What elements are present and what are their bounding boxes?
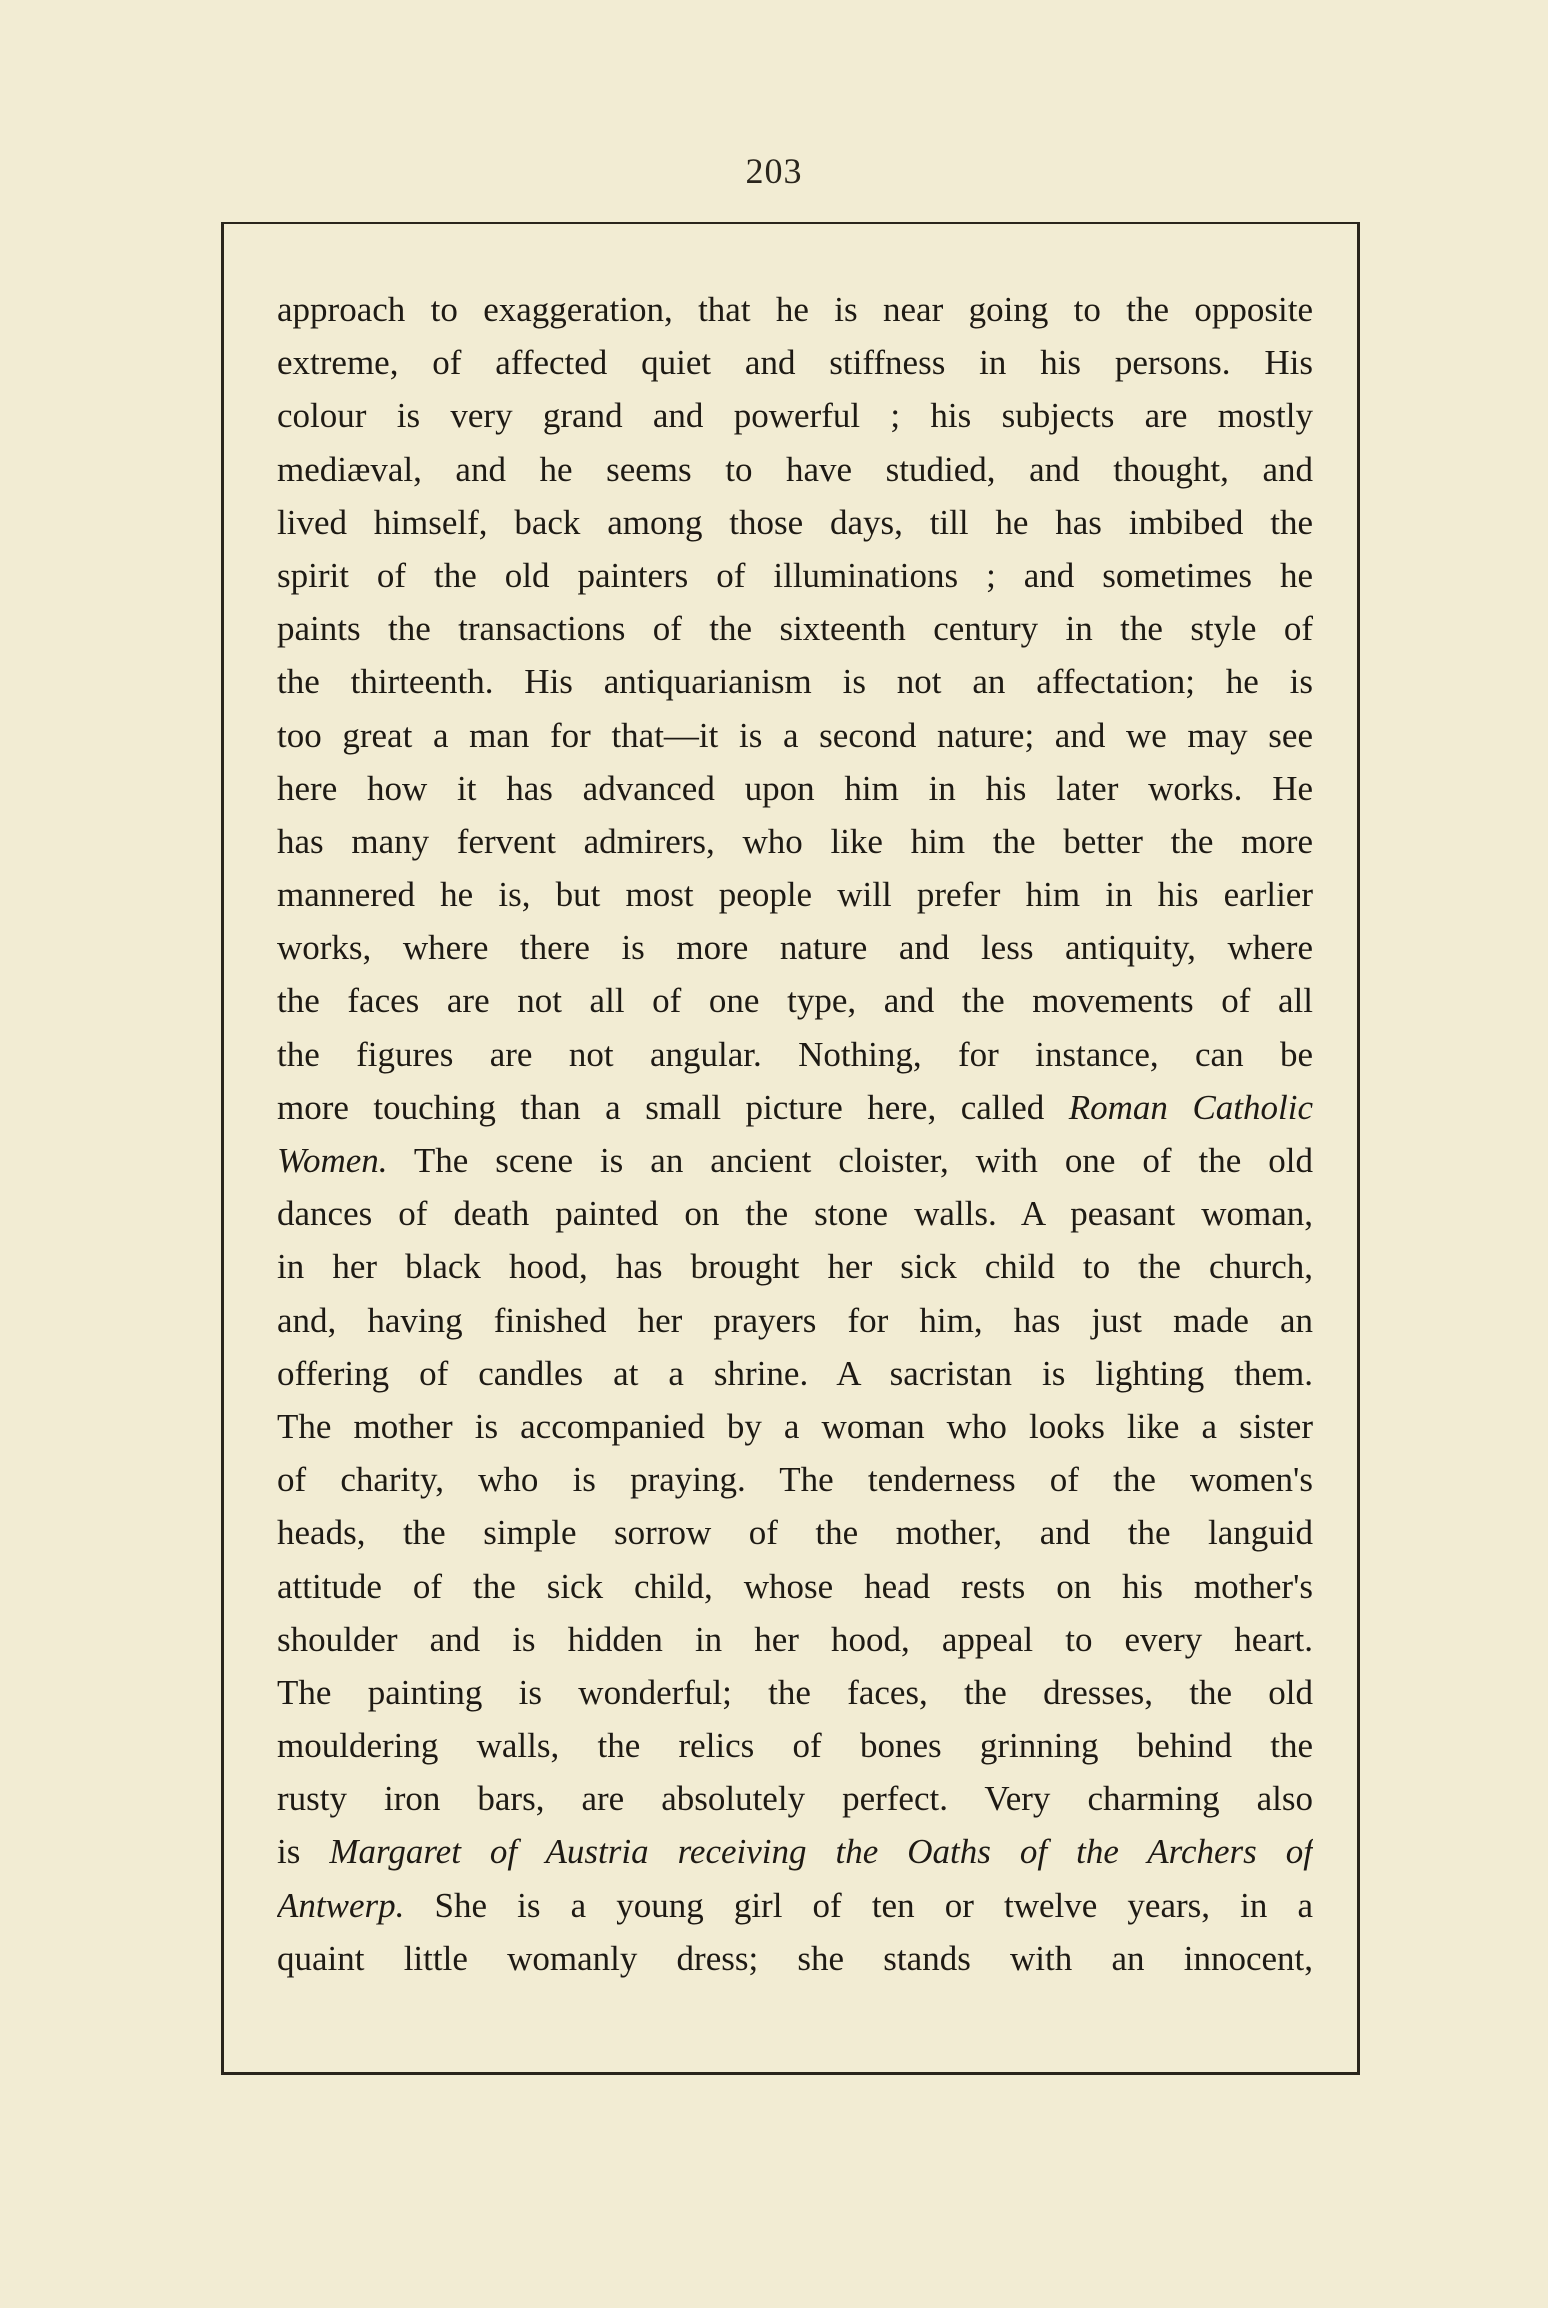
- text-line: approach to exaggeration, that he is near going to the opposite: [277, 290, 1313, 329]
- artwork-title: Roman Catholic: [1068, 1087, 1313, 1127]
- text-line: Women. The scene is an ancient cloister, with one of the old: [277, 1141, 1313, 1180]
- body-text: [277, 283, 1313, 1985]
- text-line: attitude of the sick child, whose head rests on his mother's: [277, 1566, 1313, 1606]
- text-line: paints the transactions of the sixteenth century in the style of: [277, 609, 1313, 649]
- text-line: mediæval, and he seems to have studied, and thought, and: [277, 449, 1313, 489]
- artwork-title: Women.: [277, 1141, 388, 1180]
- text-line: the thirteenth. His antiquarianism is not an affectation; he is: [277, 662, 1313, 702]
- text-line: in her black hood, has brought her sick child to the church,: [277, 1247, 1313, 1287]
- text-line: extreme, of affected quiet and stiffness in his persons. His: [277, 343, 1313, 383]
- text-line: the faces are not all of one type, and the movements of all: [277, 981, 1313, 1021]
- text-line: spirit of the old painters of illuminations ; and sometimes he: [277, 555, 1313, 595]
- text-line: colour is very grand and powerful ; his subjects are mostly: [277, 396, 1313, 436]
- text-line: more touching than a small picture here, called Roman Catholic: [277, 1087, 1313, 1127]
- text-line: has many fervent admirers, who like him the better the more: [277, 821, 1313, 861]
- artwork-title: Antwerp.: [277, 1885, 405, 1925]
- text-line: The mother is accompanied by a woman who looks like a sister: [277, 1406, 1313, 1446]
- text-line: works, where there is more nature and less antiquity, where: [277, 928, 1313, 968]
- text-line: shoulder and is hidden in her hood, appeal to every heart.: [277, 1619, 1313, 1659]
- text-line: rusty iron bars, are absolutely perfect. Very charming also: [277, 1779, 1313, 1819]
- text-line: quaint little womanly dress; she stands with an innocent,: [277, 1938, 1313, 1978]
- page-number: 203: [745, 151, 803, 191]
- text-line: too great a man for that—it is a second nature; and we may see: [277, 715, 1313, 755]
- text-line: and, having finished her prayers for him, has just made an: [277, 1300, 1313, 1340]
- text-line: dances of death painted on the stone walls. A peasant woman,: [277, 1194, 1313, 1234]
- text-line: mannered he is, but most people will prefer him in his earlier: [277, 875, 1313, 915]
- text-line: Antwerp. She is a young girl of ten or twelve years, in a: [277, 1885, 1313, 1925]
- text-line: heads, the simple sorrow of the mother, and the languid: [277, 1513, 1313, 1553]
- text-line: mouldering walls, the relics of bones grinning behind the: [277, 1726, 1313, 1766]
- text-line: of charity, who is praying. The tenderness of the women's: [277, 1460, 1313, 1500]
- text-line: here how it has advanced upon him in his later works. He: [277, 768, 1313, 808]
- artwork-title: Margaret of Austria receiving the Oaths of the Archers of: [329, 1832, 1313, 1872]
- text-line: offering of candles at a shrine. A sacristan is lighting them.: [277, 1353, 1313, 1393]
- text-line: lived himself, back among those days, till he has imbibed the: [277, 502, 1313, 542]
- text-line: the figures are not angular. Nothing, for instance, can be: [277, 1034, 1313, 1074]
- text-line: is Margaret of Austria receiving the Oaths of the Archers of: [277, 1832, 1313, 1872]
- text-line: The painting is wonderful; the faces, the dresses, the old: [277, 1672, 1313, 1712]
